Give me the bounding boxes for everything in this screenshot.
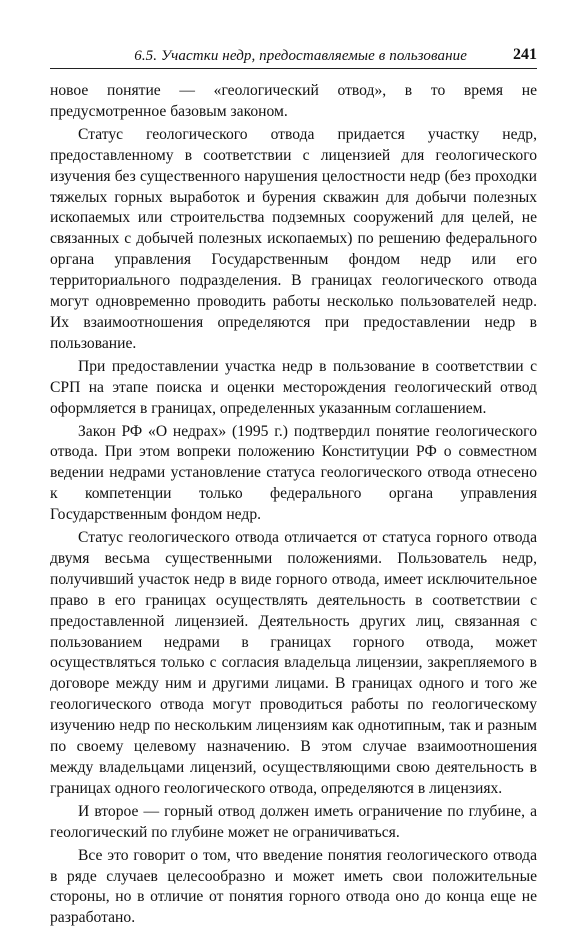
book-page <box>50 46 537 931</box>
section-title: 6.5. Участки недр, предоставляемые в пользование <box>134 48 467 64</box>
paragraph-6: И второе — горный отвод должен иметь ограничение по глубине, а геологический по глубине может не ограничиваться. <box>50 802 537 841</box>
paragraph-5: Статус геологического отвода отличается от статуса горного отвода двумя весьма существенными положениями. Пользователь недр, получивший участок недр в виде горного отвода, имеет исключительное право в его границах осуществлять деятельность в соответствии с предоставленной лицензией. Деятельность других лиц, связанная с пользованием недрами в границах горного отвода, может осуществляться только с согласия владельца лицензии, закрепляемого в договоре между ним и другими лицами. В границах одного и того же геологического отвода могут проводиться работы по геологическому изучению недр по нескольким лицензиям как однотипным, так и разным по своему целевому назначению. В этом случае взаимоотношения между владельцами лицензий, осуществляющими свою деятельность в границах одного геологического отвода, определяются в лицензиях. <box>50 529 537 797</box>
paragraph-4: Закон РФ «О недрах» (1995 г.) подтвердил понятие геологического отвода. При этом вопреки положению Конституции РФ о совместном ведении недрами установление статуса геологического отвода отнесено к компетенции только федерального органа управления Государственным фондом недр. <box>50 422 537 524</box>
paragraph-3: При предоставлении участка недр в пользование в соответствии с СРП на этапе поиска и оценки месторождения геологический отвод оформляется в границах, определенных указанным соглашением. <box>50 357 537 417</box>
running-header <box>50 46 537 69</box>
paragraph-7: Все это говорит о том, что введение понятия геологического отвода в ряде случаев целесообразно и может иметь свои положительные стороны, но в отличие от понятия горного отвода оно до конца еще не разработано. <box>50 846 537 927</box>
paragraph-1: новое понятие — «геологический отвод», в то время не предусмотренное базовым законом. <box>50 82 537 120</box>
page-number: 241 <box>513 46 537 63</box>
body-text <box>50 81 537 929</box>
paragraph-2: Статус геологического отвода придается участку недр, предоставленному в соответствии с лицензией для геологического изучения без существенного нарушения целостности недр (без проходки тяжелых горных выработок и бурения скважин для добычи полезных ископаемых или строительства подземных сооружений для целей, не связанных с добычей полезных ископаемых) по решению федерального органа управления Государственным фондом недр или его территориального подразделения. В границах геологического отвода могут одновременно проводить работы несколько пользователей недр. Их взаимоотношения определяются при предоставлении недр в пользование. <box>50 125 537 352</box>
